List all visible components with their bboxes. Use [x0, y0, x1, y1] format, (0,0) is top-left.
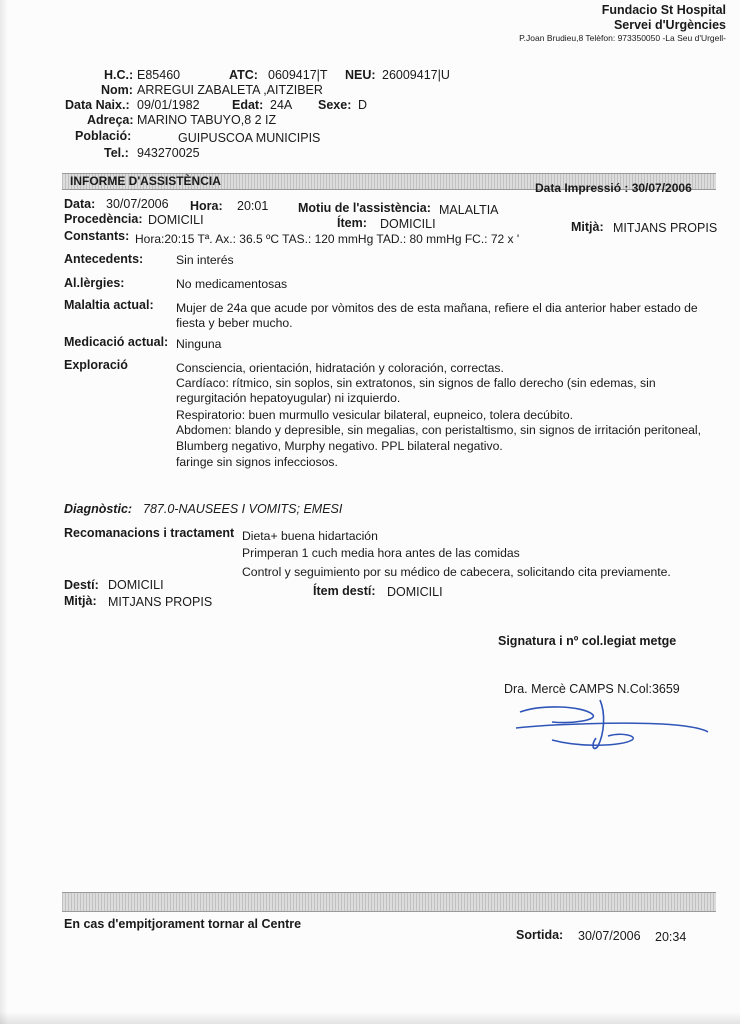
sortida-label: Sortida:: [516, 928, 564, 942]
poblacio-value: GUIPUSCOA MUNICIPIS: [178, 131, 321, 145]
data-value: 30/07/2006: [106, 197, 169, 211]
edat-value: 24A: [270, 98, 293, 112]
diagnosis-value: 787.0-NAUSEES I VOMITS; EMESI: [143, 502, 343, 516]
atc-label: ATC:: [229, 68, 258, 82]
treatment-line-1: Dieta+ buena hidartación: [242, 529, 378, 543]
hora-label: Hora:: [190, 199, 223, 213]
allergies-label: Al.lèrgies:: [64, 276, 125, 290]
naix-value: 09/01/1982: [137, 98, 200, 112]
print-date: Data Impressió : 30/07/2006: [535, 181, 692, 195]
exploracio-label: Exploració: [64, 358, 128, 372]
exploracio-line-2: Cardíaco: rítmico, sin soplos, sin extratonos, sin signos de fallo derecho (sin edemas, sin: [176, 376, 656, 390]
adreca-label: Adreça:: [87, 113, 134, 127]
nom-value: ARREGUI ZABALETA ,AITZIBER: [137, 83, 323, 97]
tel-value: 943270025: [137, 146, 200, 160]
medicacio-label: Medicació actual:: [64, 335, 169, 349]
sexe-label: Sexe:: [318, 98, 352, 112]
constants-value: Hora:20:15 Tª. Ax.: 36.5 ºC TAS.: 120 mmHg TAD.: 80 mmHg FC.: 72 x ': [135, 232, 520, 246]
item-desti-value: DOMICILI: [387, 585, 443, 599]
exploracio-line-3: regurgitación hepatoyugular) ni izquierdo.: [176, 391, 401, 405]
exploracio-line-1: Consciencia, orientación, hidratación y coloración, correctas.: [176, 361, 504, 375]
tel-label: Tel.:: [104, 146, 129, 160]
hc-value: E85460: [137, 68, 181, 82]
neu-value: 26009417|U: [382, 68, 450, 82]
medicacio-value: Ninguna: [176, 337, 222, 351]
desti-label: Destí:: [64, 578, 99, 592]
item-value: DOMICILI: [380, 217, 436, 231]
item-desti-label: Ítem destí:: [313, 584, 376, 598]
treatment-label: Recomanacions i tractament: [64, 526, 235, 540]
hospital-service: Servei d'Urgències: [613, 18, 726, 32]
dest-mitja-label: Mitjà:: [64, 594, 97, 608]
sexe-value: D: [358, 98, 368, 112]
neu-label: NEU:: [345, 68, 376, 82]
exploracio-line-4: Respiratorio: buen murmullo vesicular bilateral, eupneico, tolera decúbito.: [176, 408, 573, 422]
motiu-label: Motiu de l'assistència:: [298, 201, 431, 215]
hora-value: 20:01: [237, 199, 269, 213]
motiu-value: MALALTIA: [439, 203, 499, 217]
item-label: Ítem:: [337, 216, 367, 230]
allergies-value: No medicamentosas: [176, 277, 288, 291]
procedencia-label: Procedència:: [64, 212, 143, 226]
scan-edge-shadow: [0, 0, 8, 1024]
treatment-line-2: Primperan 1 cuch media hora antes de las comidas: [242, 546, 520, 560]
treatment-line-3: Control y seguimiento por su médico de cabecera, solicitando cita previamente.: [242, 565, 671, 579]
scan-bottom-shadow: [0, 1012, 740, 1024]
constants-label: Constants:: [64, 229, 130, 243]
naix-label: Data Naix.:: [65, 98, 130, 112]
exploracio-line-7: faringe sin signos infecciosos.: [176, 455, 338, 469]
hospital-address: P.Joan Brudieu,8 Telèfon: 973350050 -La Seu d'Urgell-: [519, 33, 726, 43]
footer-bar: [62, 892, 716, 912]
report-title: INFORME D'ASSISTÈNCIA: [70, 174, 221, 188]
malaltia-line-1: Mujer de 24a que acude por vòmitos des de esta mañana, refiere el dia anterior haber estado de: [176, 301, 698, 315]
handwritten-signature-icon: [512, 694, 712, 760]
dest-mitja-value: MITJANS PROPIS: [108, 595, 213, 609]
mitja-label: Mitjà:: [571, 220, 604, 234]
hospital-name: Fundacio St Hospital: [601, 3, 726, 17]
nom-label: Nom:: [101, 83, 133, 97]
poblacio-label: Població:: [75, 129, 132, 143]
edat-label: Edat:: [232, 98, 264, 112]
data-label: Data:: [64, 197, 96, 211]
mitja-value: MITJANS PROPIS: [613, 221, 718, 235]
hc-label: H.C.:: [104, 68, 134, 82]
antecedents-value: Sin interés: [176, 253, 234, 267]
antecedents-label: Antecedents:: [64, 252, 144, 266]
malaltia-line-2: fiesta y beber mucho.: [176, 316, 293, 330]
doctor-name: Dra. Mercè CAMPS N.Col:3659: [504, 682, 680, 696]
sortida-time: 20:34: [655, 930, 687, 944]
atc-value: 0609417|T: [268, 68, 328, 82]
malaltia-label: Malaltia actual:: [64, 298, 154, 312]
adreca-value: MARINO TABUYO,8 2 IZ: [137, 113, 277, 127]
diagnosis-label: Diagnòstic:: [64, 502, 133, 516]
desti-value: DOMICILI: [108, 578, 164, 592]
footer-note: En cas d'empitjorament tornar al Centre: [64, 917, 302, 931]
exploracio-line-6: Blumberg negativo, Murphy negativo. PPL bilateral negativo.: [176, 439, 503, 453]
exploracio-line-5: Abdomen: blando y depresible, sin megalias, con peristaltismo, sin signos de irritación peritoneal,: [176, 423, 702, 437]
signature-label: Signatura i nº col.legiat metge: [498, 634, 677, 648]
sortida-date: 30/07/2006: [578, 929, 641, 943]
procedencia-value: DOMICILI: [148, 213, 204, 227]
